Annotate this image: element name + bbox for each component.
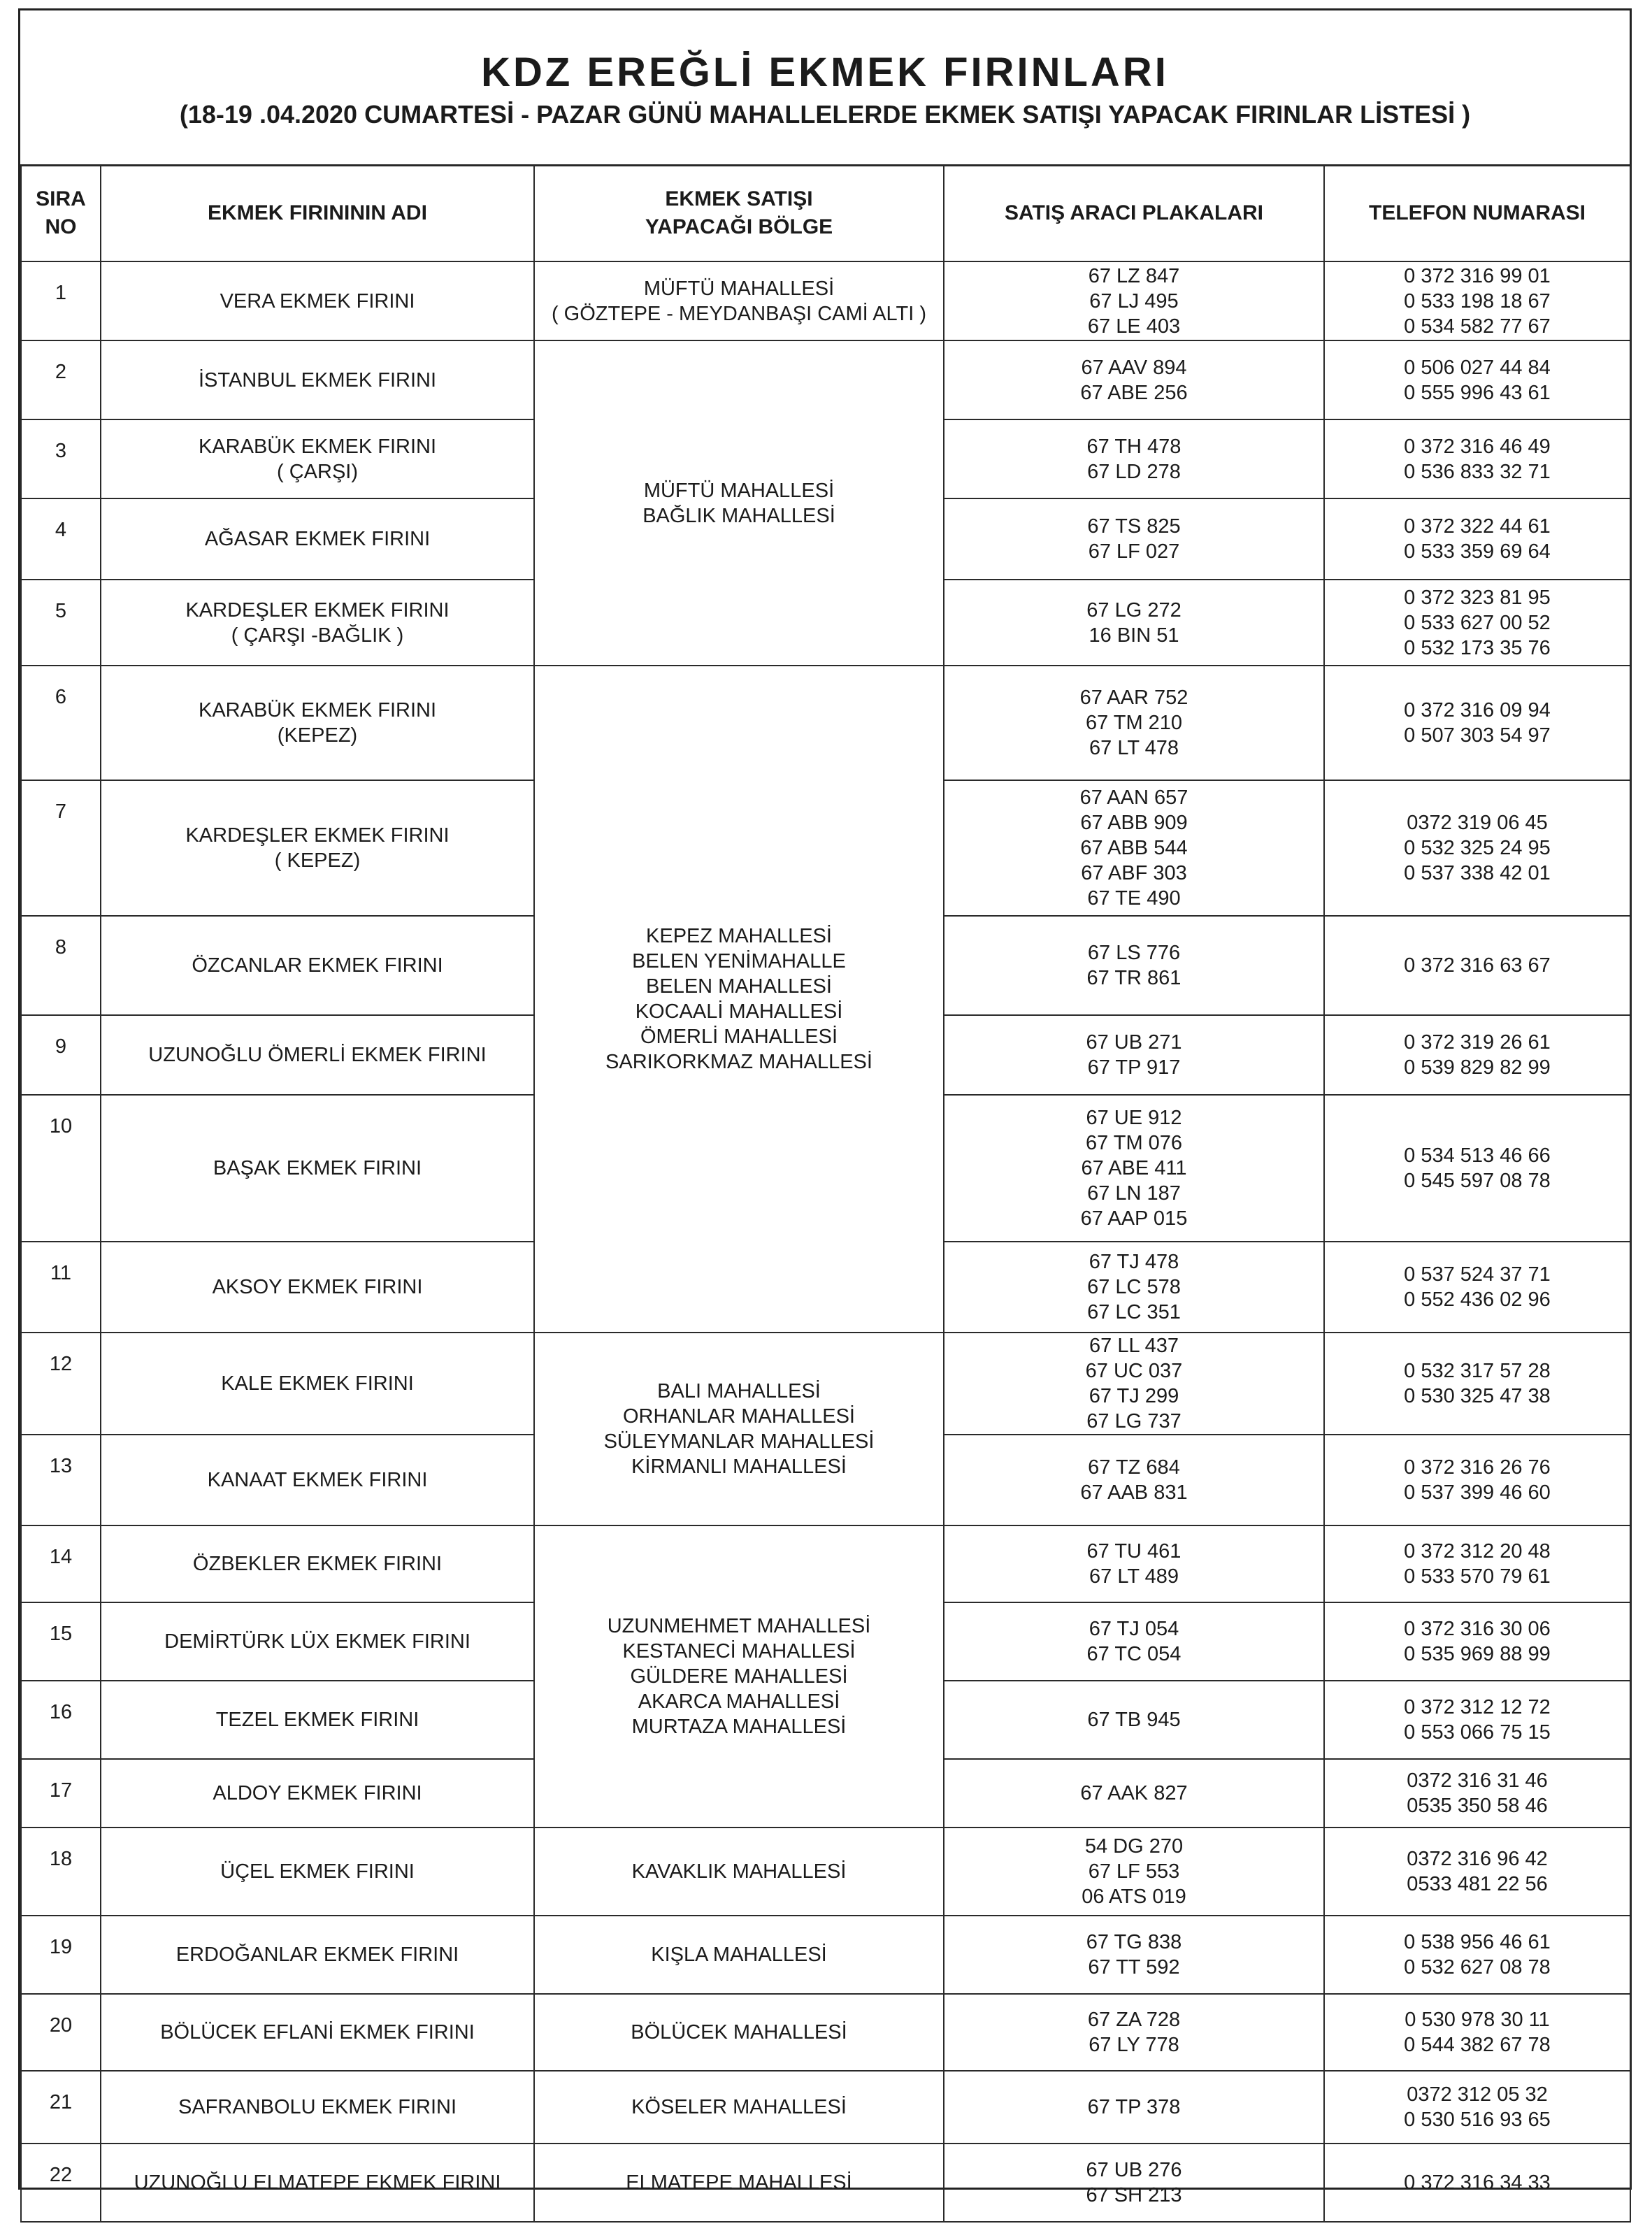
vehicle-plates: 67 LL 437 67 UC 037 67 TJ 299 67 LG 737 bbox=[944, 1333, 1324, 1435]
row-number: 14 bbox=[21, 1525, 101, 1602]
phone-numbers: 0 372 312 20 48 0 533 570 79 61 bbox=[1324, 1525, 1630, 1602]
vehicle-plates: 67 UB 271 67 TP 917 bbox=[944, 1015, 1324, 1095]
vehicle-plates: 54 DG 270 67 LF 553 06 ATS 019 bbox=[944, 1828, 1324, 1916]
phone-numbers: 0 372 316 30 06 0 535 969 88 99 bbox=[1324, 1602, 1630, 1681]
phone-numbers: 0 530 978 30 11 0 544 382 67 78 bbox=[1324, 1994, 1630, 2071]
phone-numbers: 0 372 323 81 95 0 533 627 00 52 0 532 173 35 76 bbox=[1324, 580, 1630, 666]
phone-numbers: 0372 319 06 45 0 532 325 24 95 0 537 338 42 01 bbox=[1324, 780, 1630, 916]
page-subtitle: (18-19 .04.2020 CUMARTESİ - PAZAR GÜNÜ MAHALLELERDE EKMEK SATIŞI YAPACAK FIRINLAR LİSTESİ ) bbox=[179, 100, 1471, 129]
bakery-name: AKSOY EKMEK FIRINI bbox=[101, 1242, 534, 1333]
vehicle-plates: 67 TJ 478 67 LC 578 67 LC 351 bbox=[944, 1242, 1324, 1333]
table-row bbox=[21, 1828, 1630, 1916]
bakery-name: SAFRANBOLU EKMEK FIRINI bbox=[101, 2071, 534, 2144]
row-number: 11 bbox=[21, 1242, 101, 1333]
vehicle-plates: 67 TH 478 67 LD 278 bbox=[944, 419, 1324, 498]
phone-numbers: 0372 312 05 32 0 530 516 93 65 bbox=[1324, 2071, 1630, 2144]
vehicle-plates: 67 TU 461 67 LT 489 bbox=[944, 1525, 1324, 1602]
page-title: KDZ EREĞLİ EKMEK FIRINLARI bbox=[481, 50, 1169, 95]
table-header-row bbox=[21, 165, 1630, 261]
row-number: 16 bbox=[21, 1681, 101, 1759]
phone-numbers: 0 537 524 37 71 0 552 436 02 96 bbox=[1324, 1242, 1630, 1333]
bakery-name: UZUNOĞLU ÖMERLİ EKMEK FIRINI bbox=[101, 1015, 534, 1095]
table-row bbox=[21, 666, 1630, 780]
sales-region: BALI MAHALLESİ ORHANLAR MAHALLESİ SÜLEYMANLAR MAHALLESİ KİRMANLI MAHALLESİ bbox=[534, 1333, 944, 1525]
table-row bbox=[21, 261, 1630, 340]
bakery-name: TEZEL EKMEK FIRINI bbox=[101, 1681, 534, 1759]
phone-numbers: 0 372 316 46 49 0 536 833 32 71 bbox=[1324, 419, 1630, 498]
vehicle-plates: 67 TB 945 bbox=[944, 1681, 1324, 1759]
bakery-name: İSTANBUL EKMEK FIRINI bbox=[101, 340, 534, 419]
sales-region: ELMATEPE MAHALLESİ bbox=[534, 2144, 944, 2222]
sales-region: MÜFTÜ MAHALLESİ BAĞLIK MAHALLESİ bbox=[534, 340, 944, 666]
row-number: 18 bbox=[21, 1828, 101, 1916]
row-number: 22 bbox=[21, 2144, 101, 2222]
row-number: 19 bbox=[21, 1916, 101, 1994]
vehicle-plates: 67 ZA 728 67 LY 778 bbox=[944, 1994, 1324, 2071]
bakery-name: BAŞAK EKMEK FIRINI bbox=[101, 1095, 534, 1242]
row-number: 9 bbox=[21, 1015, 101, 1095]
phone-numbers: 0 372 319 26 61 0 539 829 82 99 bbox=[1324, 1015, 1630, 1095]
sales-region: BÖLÜCEK MAHALLESİ bbox=[534, 1994, 944, 2071]
bakery-name: ÖZBEKLER EKMEK FIRINI bbox=[101, 1525, 534, 1602]
bakery-name: KARABÜK EKMEK FIRINI ( ÇARŞI) bbox=[101, 419, 534, 498]
vehicle-plates: 67 UB 276 67 SH 213 bbox=[944, 2144, 1324, 2222]
row-number: 10 bbox=[21, 1095, 101, 1242]
bakery-name: VERA EKMEK FIRINI bbox=[101, 261, 534, 340]
phone-numbers: 0 372 322 44 61 0 533 359 69 64 bbox=[1324, 498, 1630, 580]
sales-region: KAVAKLIK MAHALLESİ bbox=[534, 1828, 944, 1916]
bakery-name: DEMİRTÜRK LÜX EKMEK FIRINI bbox=[101, 1602, 534, 1681]
vehicle-plates: 67 LG 272 16 BIN 51 bbox=[944, 580, 1324, 666]
vehicle-plates: 67 TZ 684 67 AAB 831 bbox=[944, 1435, 1324, 1525]
bakery-name: KARDEŞLER EKMEK FIRINI ( KEPEZ) bbox=[101, 780, 534, 916]
vehicle-plates: 67 TP 378 bbox=[944, 2071, 1324, 2144]
phone-numbers: 0 372 316 99 01 0 533 198 18 67 0 534 582 77 67 bbox=[1324, 261, 1630, 340]
row-number: 20 bbox=[21, 1994, 101, 2071]
bakery-table bbox=[20, 164, 1631, 2223]
sales-region: MÜFTÜ MAHALLESİ ( GÖZTEPE - MEYDANBAŞI CAMİ ALTI ) bbox=[534, 261, 944, 340]
column-header-name: EKMEK FIRINININ ADI bbox=[101, 165, 534, 261]
bakery-name: ÖZCANLAR EKMEK FIRINI bbox=[101, 916, 534, 1015]
row-number: 4 bbox=[21, 498, 101, 580]
bakery-name: KANAAT EKMEK FIRINI bbox=[101, 1435, 534, 1525]
bakery-name: KALE EKMEK FIRINI bbox=[101, 1333, 534, 1435]
bakery-name: BÖLÜCEK EFLANİ EKMEK FIRINI bbox=[101, 1994, 534, 2071]
table-row bbox=[21, 1525, 1630, 1602]
row-number: 2 bbox=[21, 340, 101, 419]
table-row bbox=[21, 2144, 1630, 2222]
row-number: 15 bbox=[21, 1602, 101, 1681]
row-number: 8 bbox=[21, 916, 101, 1015]
bakery-name: ÜÇEL EKMEK FIRINI bbox=[101, 1828, 534, 1916]
vehicle-plates: 67 UE 912 67 TM 076 67 ABE 411 67 LN 187 67 AAP 015 bbox=[944, 1095, 1324, 1242]
row-number: 1 bbox=[21, 261, 101, 340]
sales-region: UZUNMEHMET MAHALLESİ KESTANECİ MAHALLESİ GÜLDERE MAHALLESİ AKARCA MAHALLESİ MURTAZA MAHALLESİ bbox=[534, 1525, 944, 1828]
phone-numbers: 0 372 316 09 94 0 507 303 54 97 bbox=[1324, 666, 1630, 780]
table-row bbox=[21, 1916, 1630, 1994]
table-row bbox=[21, 340, 1630, 419]
phone-numbers: 0 372 316 26 76 0 537 399 46 60 bbox=[1324, 1435, 1630, 1525]
vehicle-plates: 67 LS 776 67 TR 861 bbox=[944, 916, 1324, 1015]
document-sheet bbox=[18, 8, 1632, 2206]
row-number: 17 bbox=[21, 1759, 101, 1828]
bakery-name: UZUNOĞLU ELMATEPE EKMEK FIRINI bbox=[101, 2144, 534, 2222]
phone-numbers: 0 372 316 63 67 bbox=[1324, 916, 1630, 1015]
phone-numbers: 0 538 956 46 61 0 532 627 08 78 bbox=[1324, 1916, 1630, 1994]
table-row bbox=[21, 1994, 1630, 2071]
vehicle-plates: 67 AAR 752 67 TM 210 67 LT 478 bbox=[944, 666, 1324, 780]
bakery-name: KARDEŞLER EKMEK FIRINI ( ÇARŞI -BAĞLIK ) bbox=[101, 580, 534, 666]
vehicle-plates: 67 TJ 054 67 TC 054 bbox=[944, 1602, 1324, 1681]
table-row bbox=[21, 1333, 1630, 1435]
row-number: 6 bbox=[21, 666, 101, 780]
vehicle-plates: 67 AAV 894 67 ABE 256 bbox=[944, 340, 1324, 419]
bakery-name: ALDOY EKMEK FIRINI bbox=[101, 1759, 534, 1828]
row-number: 12 bbox=[21, 1333, 101, 1435]
vehicle-plates: 67 TG 838 67 TT 592 bbox=[944, 1916, 1324, 1994]
vehicle-plates: 67 AAN 657 67 ABB 909 67 ABB 544 67 ABF 303 67 TE 490 bbox=[944, 780, 1324, 916]
row-number: 5 bbox=[21, 580, 101, 666]
sales-region: KEPEZ MAHALLESİ BELEN YENİMAHALLE BELEN MAHALLESİ KOCAALİ MAHALLESİ ÖMERLİ MAHALLESİ SARIKORKMAZ MAHALLESİ bbox=[534, 666, 944, 1333]
row-number: 3 bbox=[21, 419, 101, 498]
column-header-region: EKMEK SATIŞI YAPACAĞI BÖLGE bbox=[534, 165, 944, 261]
phone-numbers: 0 372 316 34 33 bbox=[1324, 2144, 1630, 2222]
table-row bbox=[21, 2071, 1630, 2144]
vehicle-plates: 67 TS 825 67 LF 027 bbox=[944, 498, 1324, 580]
phone-numbers: 0 534 513 46 66 0 545 597 08 78 bbox=[1324, 1095, 1630, 1242]
column-header-phones: TELEFON NUMARASI bbox=[1324, 165, 1630, 261]
phone-numbers: 0 372 312 12 72 0 553 066 75 15 bbox=[1324, 1681, 1630, 1759]
column-header-plates: SATIŞ ARACI PLAKALARI bbox=[944, 165, 1324, 261]
row-number: 21 bbox=[21, 2071, 101, 2144]
row-number: 13 bbox=[21, 1435, 101, 1525]
document-header bbox=[20, 10, 1630, 166]
vehicle-plates: 67 LZ 847 67 LJ 495 67 LE 403 bbox=[944, 261, 1324, 340]
phone-numbers: 0372 316 96 42 0533 481 22 56 bbox=[1324, 1828, 1630, 1916]
column-header-no: SIRA NO bbox=[21, 165, 101, 261]
bakery-name: ERDOĞANLAR EKMEK FIRINI bbox=[101, 1916, 534, 1994]
phone-numbers: 0 532 317 57 28 0 530 325 47 38 bbox=[1324, 1333, 1630, 1435]
vehicle-plates: 67 AAK 827 bbox=[944, 1759, 1324, 1828]
row-number: 7 bbox=[21, 780, 101, 916]
phone-numbers: 0372 316 31 46 0535 350 58 46 bbox=[1324, 1759, 1630, 1828]
sales-region: KÖSELER MAHALLESİ bbox=[534, 2071, 944, 2144]
phone-numbers: 0 506 027 44 84 0 555 996 43 61 bbox=[1324, 340, 1630, 419]
sales-region: KIŞLA MAHALLESİ bbox=[534, 1916, 944, 1994]
bakery-name: KARABÜK EKMEK FIRINI (KEPEZ) bbox=[101, 666, 534, 780]
bakery-name: AĞASAR EKMEK FIRINI bbox=[101, 498, 534, 580]
